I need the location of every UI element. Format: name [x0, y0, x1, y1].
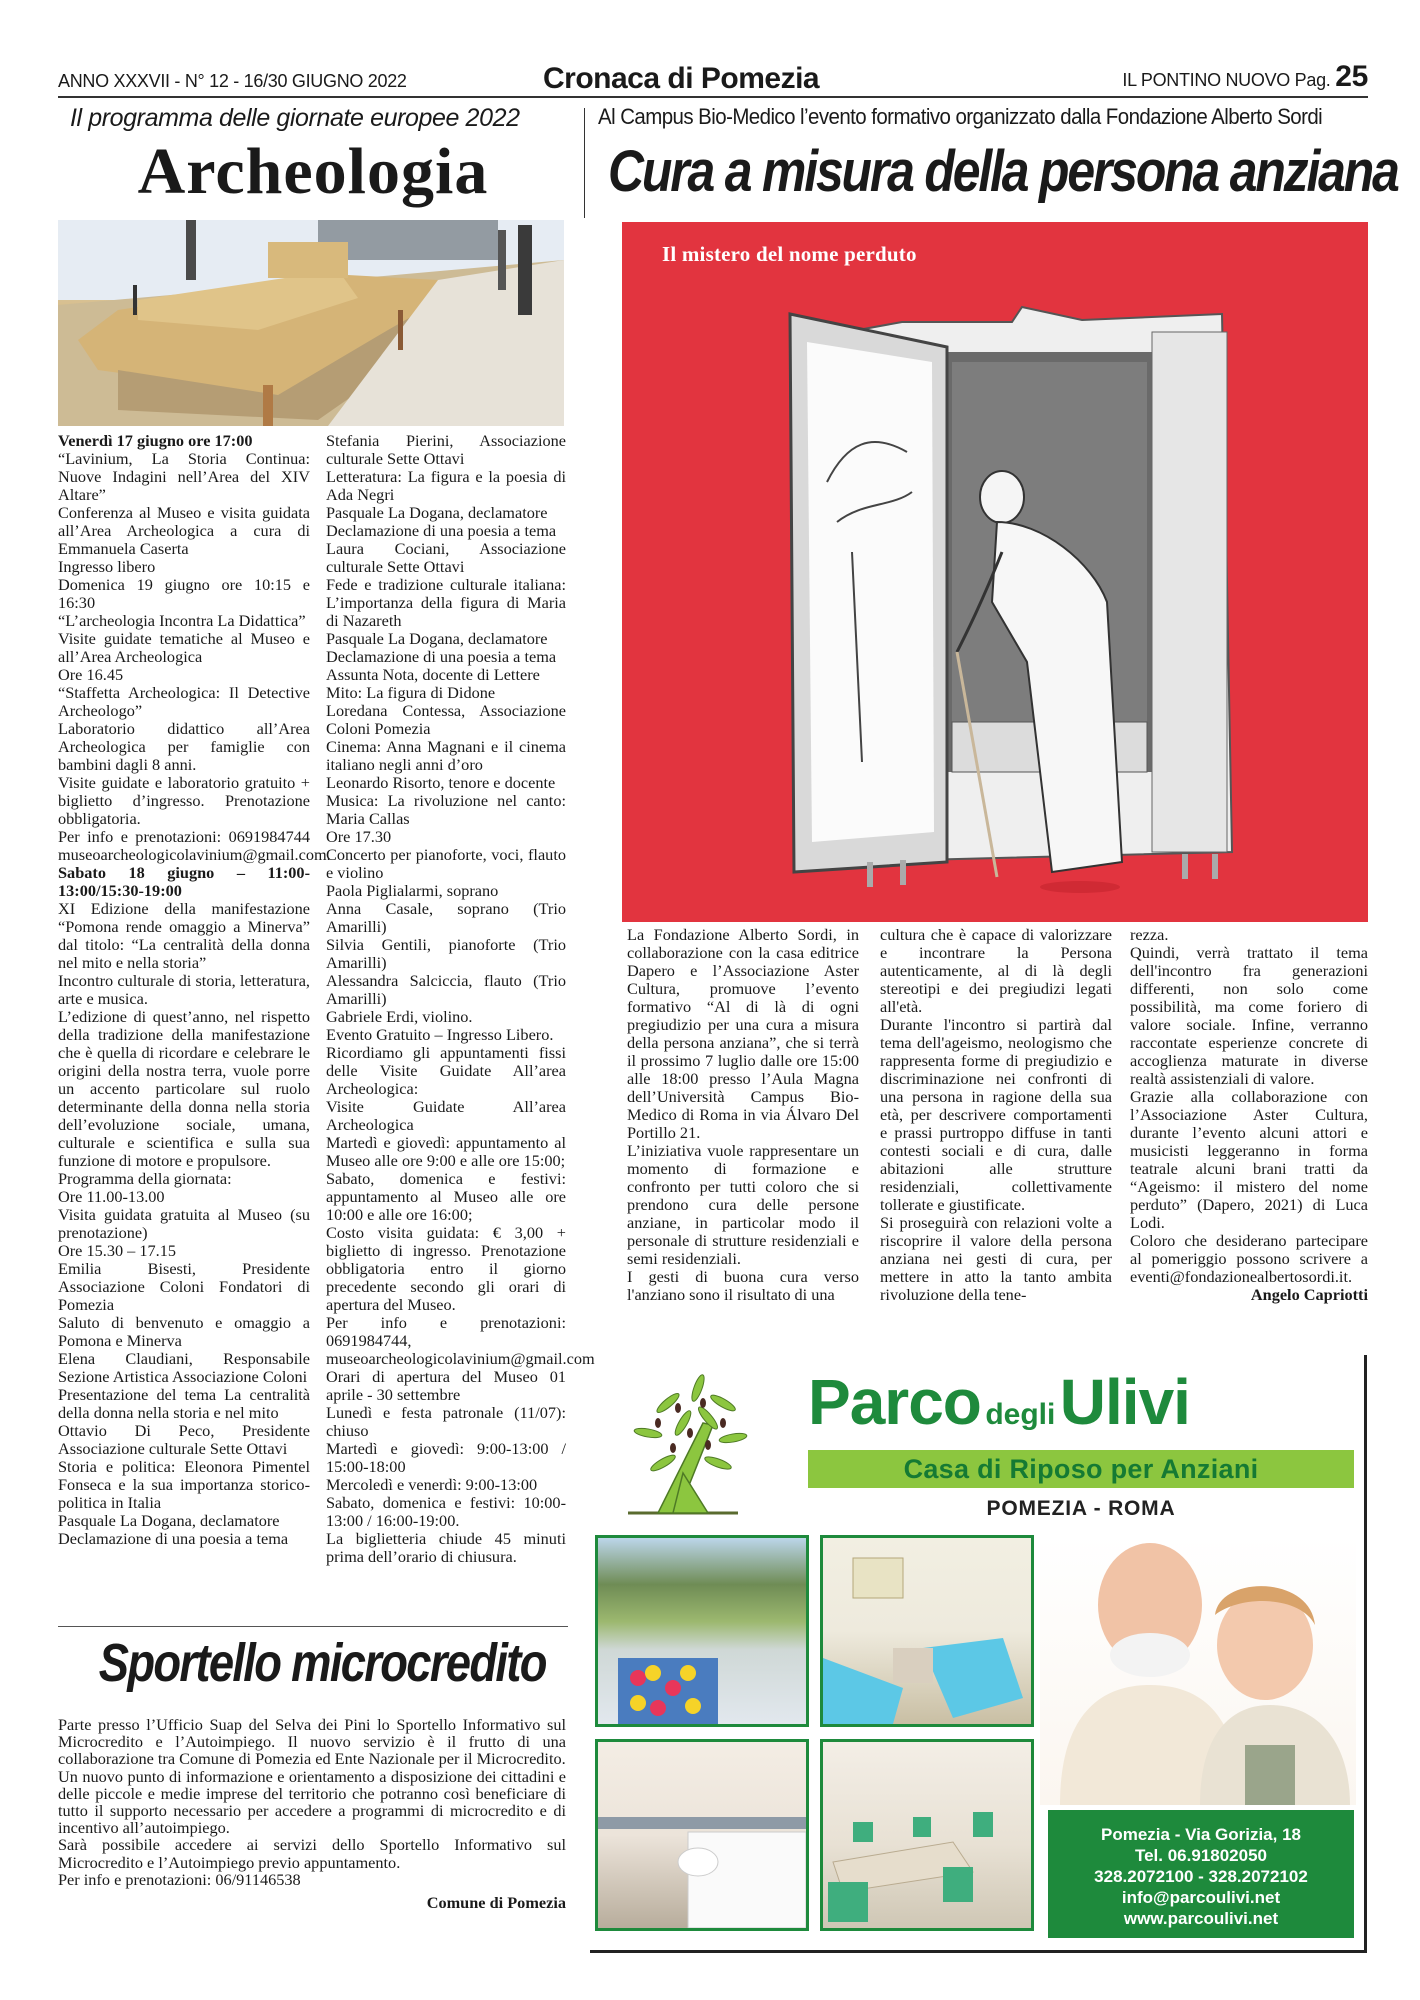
page-info	[1122, 60, 1368, 94]
paragraph: Mercoledì e venerdì: 9:00-13:00	[326, 1475, 538, 1494]
paragraph: Pasquale La Dogana, declamatore	[58, 1511, 280, 1530]
paragraph: Cinema: Anna Magnani e il cinema italiano negli anni d’oro	[326, 737, 566, 774]
archaeology-photo-illustration	[58, 220, 564, 426]
paragraph: Ingresso libero	[58, 557, 156, 576]
paragraph: Per info e prenotazioni: 0691984744, museoarcheologicolavinium@gmail.com	[326, 1313, 595, 1368]
paragraph: Visite Guidate All’area Archeologica	[326, 1097, 566, 1134]
paragraph: Emilia Bisesti, Presidente Associazione Coloni Fondatori di Pomezia	[58, 1259, 310, 1314]
paragraph: Letteratura: La figura e la poesia di Ada Negri	[326, 467, 566, 504]
paragraph: Sabato 18 giugno – 11:00-13:00/15:30-19:00	[58, 863, 310, 900]
microcredito-title: Sportello microcredito	[98, 1633, 546, 1693]
anziani-column-1	[627, 926, 859, 1304]
paragraph: Per info e prenotazioni: 06/91146538	[58, 1869, 301, 1889]
paragraph: Visite guidate e laboratorio gratuito + biglietto d’ingresso. Prenotazione obbligatoria.	[58, 773, 310, 828]
paragraph: Ore 16.45	[58, 665, 124, 684]
paragraph: Declamazione di una poesia a tema	[58, 1529, 289, 1548]
headline-divider	[584, 108, 585, 218]
masthead	[58, 58, 1368, 98]
paragraph: Si proseguirà con relazioni volte a riscoprire il valore della persona anziana nei gesti di cura, per mettere in atto la tanto ambita rivoluzione della tene-	[880, 1213, 1112, 1304]
ad-photo-bedroom	[820, 1535, 1034, 1727]
paragraph: Loredana Contessa, Associazione Coloni Pomezia	[326, 701, 566, 738]
anziani-column-2	[880, 926, 1112, 1304]
ad-contact-line: www.parcoulivi.net	[1123, 1909, 1279, 1928]
olive-tree-logo	[608, 1363, 808, 1523]
paper-name: IL PONTINO NUOVO Pag.	[1122, 70, 1331, 90]
paragraph: Alessandra Salciccia, flauto (Trio Amarilli)	[326, 971, 566, 1008]
archeologia-column-2	[326, 431, 595, 1566]
paragraph: Venerdì 17 giugno ore 17:00	[58, 431, 253, 450]
paragraph: XI Edizione della manifestazione “Pomona rende omaggio a Minerva” dal titolo: “La centralità della donna nel mito e nella storia”	[58, 899, 310, 972]
paragraph: Durante l'incontro si partirà dal tema dell'ageismo, neologismo che rappresenta forme di pregiudizio e discriminazione nei confronti di una persona in ragione della sua età, per descrivere comportamenti e prassi purtroppo diffuse in tanti contesti sociali e di cura, dalle abitazioni alle strutture residenziali, collettivamente tollerate e giustificate.	[880, 1015, 1112, 1214]
paragraph: Laura Cociani, Associazione culturale Sette Ottavi	[326, 539, 566, 576]
paragraph: Visite guidate tematiche al Museo e all’Area Archeologica	[58, 629, 310, 666]
paragraph: Pasquale La Dogana, declamatore	[326, 503, 548, 522]
ad-contact-box	[1048, 1810, 1354, 1938]
paragraph: Concerto per pianoforte, voci, flauto e violino	[326, 845, 566, 882]
issue-info: ANNO XXXVII - N° 12 - 16/30 GIUGNO 2022	[58, 71, 407, 91]
paragraph: Declamazione di una poesia a tema	[326, 521, 557, 540]
paragraph: Parte presso l’Ufficio Suap del Selva dei Pini lo Sportello Informativo sul Microcredito e l’Autoimpiego. Il nuovo servizio è il frutto di una collaborazione tra Comune di Pomezia ed Ente Nazionale per il Microcredito.	[58, 1715, 566, 1769]
paragraph: Sarà possibile accedere ai servizi dello Sportello Informativo sul Microcredito e l’Autoimpiego previo appuntamento.	[58, 1835, 566, 1872]
ad-brand-name: Parco degli Ulivi	[808, 1366, 1190, 1438]
paragraph: Coloro che desiderano partecipare al pomeriggio possono scrivere a eventi@fondazionealbertosordi.it.	[1130, 1231, 1368, 1286]
ad-contact-line: Pomezia - Via Gorizia, 18	[1101, 1825, 1301, 1844]
paragraph: Declamazione di una poesia a tema	[326, 647, 557, 666]
paragraph: Pasquale La Dogana, declamatore	[326, 629, 548, 648]
paragraph: Ore 17.30	[326, 827, 392, 846]
paragraph: Visita guidata gratuita al Museo (su prenotazione)	[58, 1205, 310, 1242]
paragraph: Ricordiamo gli appuntamenti fissi delle Visite Guidate All’area Archeologica:	[326, 1043, 566, 1098]
paragraph: L’edizione di quest’anno, nel rispetto della tradizione della manifestazione che è quella di ricordare e celebrare le origini della nostra terra, vuole porre un accento particolare sul ruolo determinante della donna nella storia dell’evoluzione sociale, umana, culturale e scientifica e sulla sua funzione di motore e propulsore.	[58, 1007, 310, 1170]
parco-ulivi-advertisement	[590, 1355, 1367, 1953]
anziani-kicker: Al Campus Bio-Medico l’evento formativo organizzato dalla Fondazione Alberto Sordi	[598, 104, 1323, 129]
anziani-title: Cura a misura della persona anziana	[608, 139, 1398, 204]
paragraph: Programma della giornata:	[58, 1169, 232, 1188]
ad-contact-line: 328.2072100 - 328.2072102	[1094, 1867, 1308, 1886]
paragraph: Ottavio Di Peco, Presidente Associazione culturale Sette Ottavi	[58, 1421, 310, 1458]
paragraph: Orari di apertura del Museo 01 aprile - 30 settembre	[326, 1367, 566, 1404]
paragraph: Incontro culturale di storia, letteratura, arte e musica.	[58, 971, 310, 1008]
paragraph: Silvia Gentili, pianoforte (Trio Amarilli)	[326, 935, 566, 972]
paragraph: La Fondazione Alberto Sordi, in collaborazione con la casa editrice Dapero e l’Associazione Aster Cultura, promuove l’evento formativo “Al di là di ogni pregiudizio per una cura a misura della persona anziana”, che si terrà il prossimo 7 luglio dalle ore 15:00 alle 18:00 presso l’Aula Magna dell’Università Campus Bio-Medico di Roma in via Álvaro Del Portillo 21.	[627, 925, 859, 1142]
paragraph: Stefania Pierini, Associazione culturale Sette Ottavi	[326, 431, 566, 468]
paragraph: Paola Piglialarmi, soprano	[326, 881, 499, 900]
ad-subtitle: Casa di Riposo per Anziani	[808, 1450, 1354, 1488]
article-signature: Angelo Capriotti	[1250, 1285, 1368, 1304]
ad-photo-bathroom	[595, 1739, 809, 1931]
paragraph: Laboratorio didattico all’Area Archeologica per famiglie con bambini dagli 8 anni.	[58, 719, 310, 774]
ad-contact-line: Tel. 06.91802050	[1134, 1846, 1267, 1865]
archeologia-title: Archeologia	[137, 135, 489, 208]
paragraph: Grazie alla collaborazione con l’Associazione Aster Cultura, durante l’evento alcuni attori e musicisti leggeranno in forma teatrale alcuni brani tratti da “Ageismo: il mistero del nome perduto” (Dapero, 2021) di Luca Lodi.	[1130, 1087, 1368, 1232]
anziani-column-3	[1130, 926, 1368, 1304]
paragraph: Domenica 19 giugno ore 10:15 e 16:30	[58, 575, 310, 612]
paragraph: Gabriele Erdi, violino.	[326, 1007, 473, 1026]
book-cover-title: Il mistero del nome perduto	[662, 242, 917, 266]
paragraph: Fede e tradizione culturale italiana: L’importanza della figura di Maria di Nazareth	[326, 575, 566, 630]
paragraph: “Staffetta Archeologica: Il Detective Archeologo”	[58, 683, 310, 720]
wardrobe-illustration	[622, 222, 1368, 922]
paragraph: Assunta Nota, docente di Lettere	[326, 665, 540, 684]
paragraph: Saluto di benvenuto e omaggio a Pomona e Minerva	[58, 1313, 310, 1350]
paragraph: Sabato, domenica e festivi: appuntamento al Museo alle ore 10:00 e alle ore 16:00;	[326, 1169, 566, 1224]
paragraph: La biglietteria chiude 45 minuti prima dell’orario di chiusura.	[326, 1529, 566, 1566]
paragraph: Quindi, verrà trattato il tema dell'incontro fra generazioni differenti, non solo come possibilità, ma come foriero di valore sociale. Infine, verranno raccontate esperienze concrete di accoglienza maturate in diverse realtà assistenziali di valore.	[1130, 943, 1368, 1088]
ad-photo-garden	[595, 1535, 809, 1727]
paragraph: Storia e politica: Eleonora Pimentel Fonseca e la sua importanza storico-politica in Italia	[58, 1457, 310, 1512]
paragraph: Un nuovo punto di informazione e orientamento a disposizione dei cittadini e delle piccole e medie imprese del territorio che potranno così beneficiare di tutto il supporto necessario per accedere a programmi di microcredito e di incentivo all’autoimpiego.	[58, 1766, 566, 1838]
paragraph: Evento Gratuito – Ingresso Libero.	[326, 1025, 554, 1044]
archeologia-kicker: Il programma delle giornate europee 2022	[70, 104, 520, 132]
page-number: 25	[1335, 60, 1368, 93]
paragraph: “Lavinium, La Storia Continua: Nuove Indagini nell’Area del XIV Altare”	[58, 449, 310, 504]
microcredito-signature: Comune di Pomezia	[426, 1893, 566, 1913]
paragraph: L’iniziativa vuole rappresentare un momento di formazione e confronto per tutti coloro che si prendono cura delle persone anziane, in particolar modo il personale di strutture residenziali e semi residenziali.	[627, 1141, 859, 1268]
ad-photo-dining-room	[820, 1739, 1034, 1931]
ad-city: POMEZIA - ROMA	[986, 1497, 1176, 1520]
paragraph: Martedì e giovedì: appuntamento al Museo alle ore 9:00 e alle ore 15:00;	[326, 1133, 566, 1170]
paragraph: Anna Casale, soprano (Trio Amarilli)	[326, 899, 566, 936]
paragraph: Costo visita guidata: € 3,00 + biglietto di ingresso. Prenotazione obbligatoria entro il giorno precedente secondo gli orari di apertura del Museo.	[326, 1223, 566, 1314]
ad-contact-line: info@parcoulivi.net	[1121, 1888, 1281, 1907]
paragraph: I gesti di buona cura verso l'anziano sono il risultato di una	[627, 1267, 859, 1304]
paragraph: Mito: La figura di Didone	[326, 683, 496, 702]
book-cover	[622, 222, 1368, 922]
ad-photo-elderly-couple	[1040, 1535, 1356, 1805]
paragraph: Martedì e giovedì: 9:00-13:00 / 15:00-18:00	[326, 1439, 566, 1476]
paragraph: Conferenza al Museo e visita guidata all’Area Archeologica a cura di Emmanuela Caserta	[58, 503, 310, 558]
paragraph: rezza.	[1130, 925, 1169, 944]
paragraph: Per info e prenotazioni: 0691984744 museoarcheologicolavinium@gmail.com.	[58, 827, 331, 864]
paragraph: Musica: La rivoluzione nel canto: Maria Callas	[326, 791, 566, 828]
paragraph: Sabato, domenica e festivi: 10:00-13:00 / 16:00-19:00.	[326, 1493, 566, 1530]
paragraph: Lunedì e festa patronale (11/07): chiuso	[326, 1403, 566, 1440]
paragraph: Presentazione del tema La centralità della donna nella storia e nel mito	[58, 1385, 310, 1422]
paragraph: Ore 11.00-13.00	[58, 1187, 165, 1206]
paragraph: cultura che è capace di valorizzare e incontrare la Persona autenticamente, al di là degli stereotipi e dei pregiudizi legati all'età.	[880, 925, 1112, 1016]
paragraph: Ore 15.30 – 17.15	[58, 1241, 177, 1260]
section-divider	[58, 1626, 568, 1627]
paragraph: Leonardo Risorto, tenore e docente	[326, 773, 556, 792]
microcredito-body	[58, 1716, 566, 1911]
archaeology-photo	[58, 220, 564, 426]
archeologia-column-1	[58, 431, 331, 1548]
paragraph: “L’archeologia Incontra La Didattica”	[58, 611, 306, 630]
section-title: Cronaca di Pomezia	[543, 62, 820, 95]
paragraph: Elena Claudiani, Responsabile Sezione Artistica Associazione Coloni	[58, 1349, 310, 1386]
